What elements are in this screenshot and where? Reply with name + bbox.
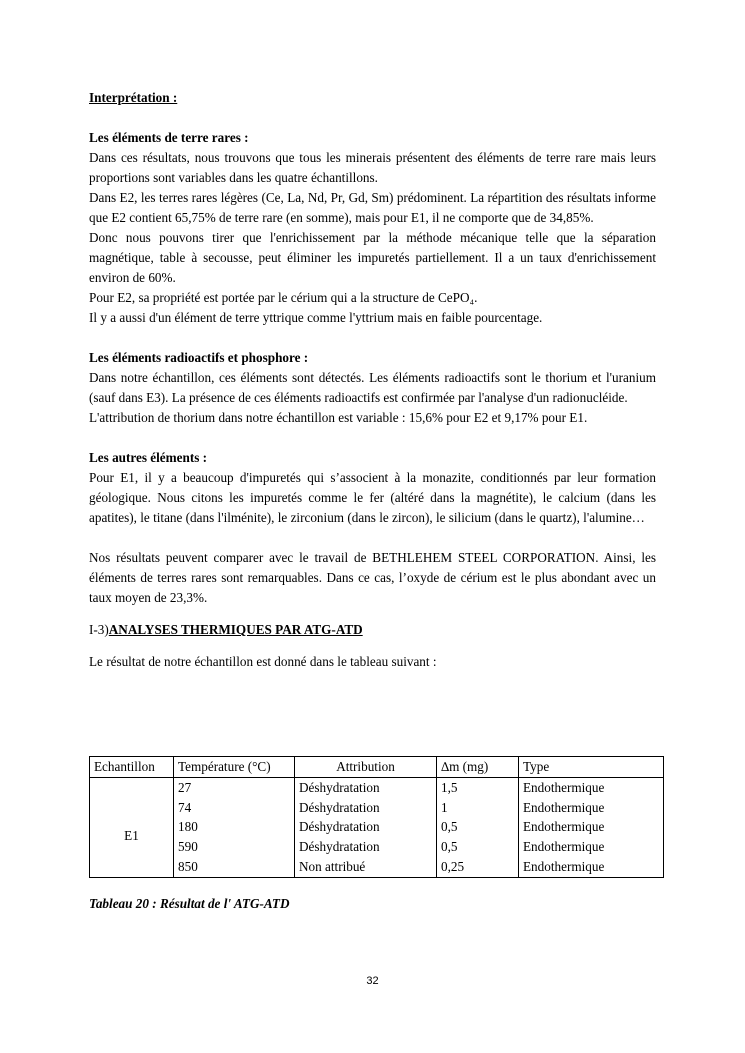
attribution-cell: Déshydratation — [295, 777, 437, 797]
page-number: 32 — [366, 975, 379, 987]
paragraph: Dans ces résultats, nous trouvons que tous les minerais présentent des éléments de terre rare mais leurs proportions sont variables dans les quatre échantillons. — [89, 150, 656, 185]
mass-cell: 0,5 — [437, 837, 519, 857]
mass-cell: 1 — [437, 798, 519, 818]
paragraph: L'attribution de thorium dans notre échantillon est variable : 15,6% pour E2 et 9,17% pour E1. — [89, 410, 588, 425]
temperature-cell: 180 — [174, 817, 295, 837]
sample-cell: E1 — [90, 777, 174, 877]
paragraph: Pour E1, il y a beaucoup d'impuretés qui s’associent à la monazite, conditionnés par leur formation géologique. Nous citons les impuretés comme le fer (altéré dans la magnétite), le calcium (dans les apatites), le titane (dans l'ilménite), le zirconium (dans le zircon), le silicium (dans le quartz), l'alumine… — [89, 470, 656, 525]
paragraph: Donc nous pouvons tirer que l'enrichissement par la méthode mécanique telle que la séparation magnétique, table à secousse, peut éliminer les impuretés partiellement. Il a un taux d'enrichissement environ de 60%. — [89, 230, 656, 285]
temperature-cell: 27 — [174, 777, 295, 797]
type-cell: Endothermique — [519, 837, 664, 857]
attribution-cell: Déshydratation — [295, 817, 437, 837]
temperature-cell: 590 — [174, 837, 295, 857]
paragraph: Dans notre échantillon, ces éléments sont détectés. Les éléments radioactifs sont le thorium et l'uranium (sauf dans E3). La présence de ces éléments radioactifs est confirmée par l'analyse d'un radionucléide. — [89, 370, 656, 405]
attribution-cell: Déshydratation — [295, 798, 437, 818]
document-body — [89, 88, 656, 672]
atg-results-table — [89, 756, 664, 878]
type-cell: Endothermique — [519, 857, 664, 877]
table-row — [90, 777, 664, 797]
attribution-cell: Non attribué — [295, 857, 437, 877]
type-cell: Endothermique — [519, 777, 664, 797]
paragraph: Il y a aussi d'un élément de terre yttrique comme l'yttrium mais en faible pourcentage. — [89, 310, 543, 325]
table-row — [90, 817, 664, 837]
header-cell: Type — [519, 757, 664, 778]
type-cell: Endothermique — [519, 798, 664, 818]
spacer — [89, 528, 656, 548]
attribution-cell: Déshydratation — [295, 837, 437, 857]
header-cell: ∆m (mg) — [437, 757, 519, 778]
header-cell: Attribution — [295, 757, 437, 778]
paragraph: Dans E2, les terres rares légères (Ce, La, Nd, Pr, Gd, Sm) prédominent. La répartition des résultats informe que E2 contient 65,75% de terre rare (en somme), mais pour E1, il ne comporte que de 34,85%. — [89, 190, 656, 225]
mass-cell: 0,5 — [437, 817, 519, 837]
subsection-heading — [89, 620, 656, 640]
mass-cell: 0,25 — [437, 857, 519, 877]
subsection-title: ANALYSES THERMIQUES PAR ATG-ATD — [108, 622, 363, 637]
table-intro: Le résultat de notre échantillon est donné dans le tableau suivant : — [89, 654, 437, 669]
section-title: Les autres éléments : — [89, 450, 208, 465]
mass-cell: 1,5 — [437, 777, 519, 797]
header-cell: Température (°C) — [174, 757, 295, 778]
table-row — [90, 798, 664, 818]
page-heading: Interprétation : — [89, 90, 178, 105]
section-title: Les éléments radioactifs et phosphore : — [89, 350, 309, 365]
type-cell: Endothermique — [519, 817, 664, 837]
temperature-cell: 74 — [174, 798, 295, 818]
temperature-cell: 850 — [174, 857, 295, 877]
table-row — [90, 857, 664, 877]
subsection-number: I-3) — [89, 622, 109, 637]
table-row — [90, 837, 664, 857]
paragraph: Pour E2, sa propriété est portée par le cérium qui a la structure de CePO₄. — [89, 290, 478, 305]
header-cell: Echantillon — [90, 757, 174, 778]
section-title: Les éléments de terre rares : — [89, 130, 249, 145]
table-header-row — [90, 757, 664, 778]
table-caption: Tableau 20 : Résultat de l' ATG-ATD — [89, 896, 290, 911]
comparison-paragraph: Nos résultats peuvent comparer avec le travail de BETHLEHEM STEEL CORPORATION. Ainsi, les éléments de terres rares sont remarquables. Dans ce cas, l’oxyde de cérium est le plus abondant avec un taux moyen de 23,3%. — [89, 550, 656, 605]
